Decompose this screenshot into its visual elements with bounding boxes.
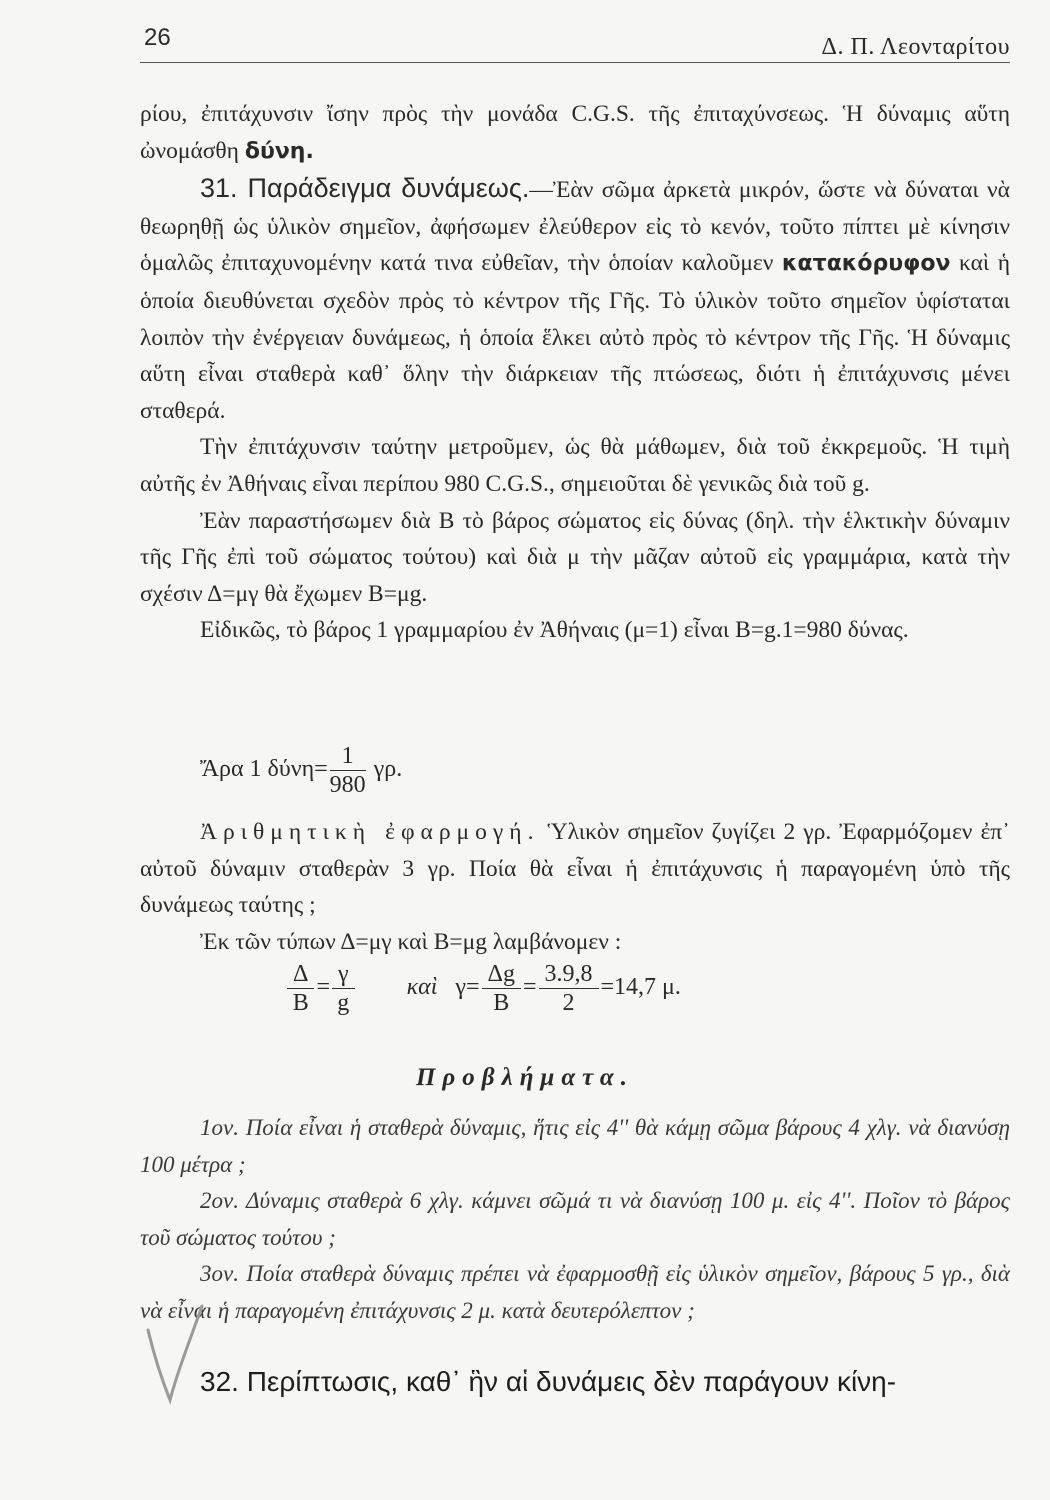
defined-term: δύνη. xyxy=(244,138,314,164)
problems-list xyxy=(140,1110,1010,1329)
paragraph: Ἐκ τῶν τύπων Δ=μγ καὶ B=μg λαμβάνομεν : xyxy=(200,928,622,955)
paragraph: Εἰδικῶς, τὸ βάρος 1 γραμμαρίου ἐν Ἀθήναις (μ=1) εἶναι B=g.1=980 δύνας. xyxy=(200,617,909,644)
formula-text: γ= xyxy=(455,974,480,1001)
fraction-denominator: B xyxy=(292,990,309,1016)
section-31 xyxy=(140,170,1010,429)
body-text-top xyxy=(140,96,1010,649)
equals-sign: = xyxy=(522,974,537,1001)
paragraph: Τὴν ἐπιτάχυνσιν ταύτην μετροῦμεν, ὡς θὰ μάθωμεν, διὰ τοῦ ἐκκρεμοῦς. Ἡ τιμὴ αὐτῆς ἐν Ἀθήναις εἶναι περίπου 980 C.G.S., σημειοῦται δὲ γενικῶς διὰ τοῦ g. xyxy=(140,434,1010,497)
page-number: 26 xyxy=(144,24,171,51)
fraction-denominator: 980 xyxy=(329,772,366,798)
paragraph-text: —Ἐὰν σῶμα ἀρκετὰ μικρόν, ὥστε νὰ δύναται νὰ θεωρηθῇ ὡς ὑλικὸν σημεῖον, ἀφήσωμεν ἐλεύθερον εἰς τὸ κενόν, τοῦτο πίπτει μὲ κίνησιν ὁμαλῶς ἐπιταχυνομένην κατά τινα εὐθεῖαν, τὴν ὁποίαν καλοῦμεν xyxy=(140,177,1010,277)
fraction-numerator: γ xyxy=(332,960,355,989)
problems-title: Προβλήματα. xyxy=(415,1064,634,1091)
formula-text: Ἄρα 1 δύνη= xyxy=(200,756,328,783)
body-text-application xyxy=(140,814,1010,960)
defined-term: κατακόρυφον xyxy=(781,251,951,277)
fraction-numerator: Δ xyxy=(287,960,314,989)
fraction xyxy=(330,742,366,799)
equals-sign: = xyxy=(316,974,330,1001)
fraction xyxy=(287,960,314,1017)
next-section-heading: 32. Περίπτωσις, καθ᾽ ἣν αἱ δυνάμεις δὲν παράγουν κίνη- xyxy=(200,1366,897,1397)
paragraph-text: καὶ ἡ ὁποία διευθύνεται σχεδὸν πρὸς τὸ κέντρον τῆς Γῆς. Τὸ ὑλικὸν τοῦτο σημεῖον ὑφίσταται λοιπὸν τὴν ἐνέργειαν δυνάμεως, ἡ ὁποία ἕλκει αὐτὸ πρὸς τὸ κέντρον τῆς Γῆς. Ἡ δύναμις αὕτη εἶναι σταθερὰ καθ᾽ ὅλην τὴν διάρκειαν τῆς πτώσεως, διότι ἡ ἐπιτάχυνσις μένει σταθερά. xyxy=(140,250,1010,424)
fraction-denominator: g xyxy=(337,990,350,1016)
fraction xyxy=(539,960,599,1017)
running-title: Δ. Π. Λεονταρίτου xyxy=(821,34,1010,60)
paragraph-text: Ὑλικὸν σημεῖον ζυγίζει 2 γρ. Ἐφαρμόζομεν ἐπ᾽ αὐτοῦ δύναμιν σταθερὰν 3 γρ. Ποία θὰ εἶναι ἡ ἐπιτάχυνσις ἡ παραγομένη ὑπὸ τῆς δυνάμεως ταύτης ; xyxy=(140,819,1011,919)
fraction-denominator: 2 xyxy=(562,990,575,1016)
fraction-numerator: Δg xyxy=(482,960,521,989)
spaced-label: Ἀριθμητικὴ ἐφαρμογή. xyxy=(200,819,540,845)
problem-item: 3ον. Ποία σταθερὰ δύναμις πρέπει νὰ ἐφαρμοσθῇ εἰς ὑλικὸν σημεῖον, βάρους 5 γρ., διὰ νὰ εἶναι ἡ παραγομένη ἐπιτάχυνσις 2 μ. κατὰ δευτερόλεπτον ; xyxy=(140,1261,1010,1323)
conjunction: καὶ xyxy=(406,974,438,1001)
paragraph-line: ρίου, ἐπιτάχυνσιν ἴσην πρὸς τὴν μονάδα C.G.S. τῆς ἐπιταχύνσεως. Ἡ xyxy=(140,101,863,127)
main-formula xyxy=(285,960,681,1017)
fraction-denominator: B xyxy=(493,990,510,1016)
ara-formula xyxy=(200,742,402,799)
page-header xyxy=(140,22,1010,63)
paragraph-line: δύναμις αὕτη ὠνομάσθη xyxy=(140,101,1010,164)
formula-text: γρ. xyxy=(373,756,403,783)
problem-item: 2ον. Δύναμις σταθερὰ 6 χλγ. κάμνει σῶμά τι νὰ διανύσῃ 100 μ. εἰς 4''. Ποῖον τὸ βάρος τοῦ σώματος τούτου ; xyxy=(140,1188,1010,1250)
fraction xyxy=(482,960,521,1017)
formula-result: =14,7 μ. xyxy=(600,974,681,1001)
fraction xyxy=(332,960,355,1017)
problem-item: 1ον. Ποία εἶναι ἡ σταθερὰ δύναμις, ἥτις εἰς 4'' θὰ κάμῃ σῶμα βάρους 4 χλγ. νὰ διανύσῃ 100 μέτρα ; xyxy=(140,1115,1010,1177)
paragraph-continuation xyxy=(140,96,1010,170)
section-heading: 31. Παράδειγμα δυνάμεως. xyxy=(200,173,530,204)
fraction-numerator: 3.9,8 xyxy=(539,960,599,989)
fraction-numerator: 1 xyxy=(330,742,366,771)
paragraph: Ἐὰν παραστήσωμεν διὰ B τὸ βάρος σώματος εἰς δύνας (δηλ. τὴν ἑλκτικὴν δύναμιν τῆς Γῆς ἐπὶ τοῦ σώματος τούτου) καὶ διὰ μ τὴν μᾶζαν αὐτοῦ εἰς γραμμάρια, κατὰ τὴν σχέσιν Δ=μγ θὰ ἔχωμεν B=μg. xyxy=(140,507,1010,607)
numerical-application xyxy=(140,814,1010,924)
